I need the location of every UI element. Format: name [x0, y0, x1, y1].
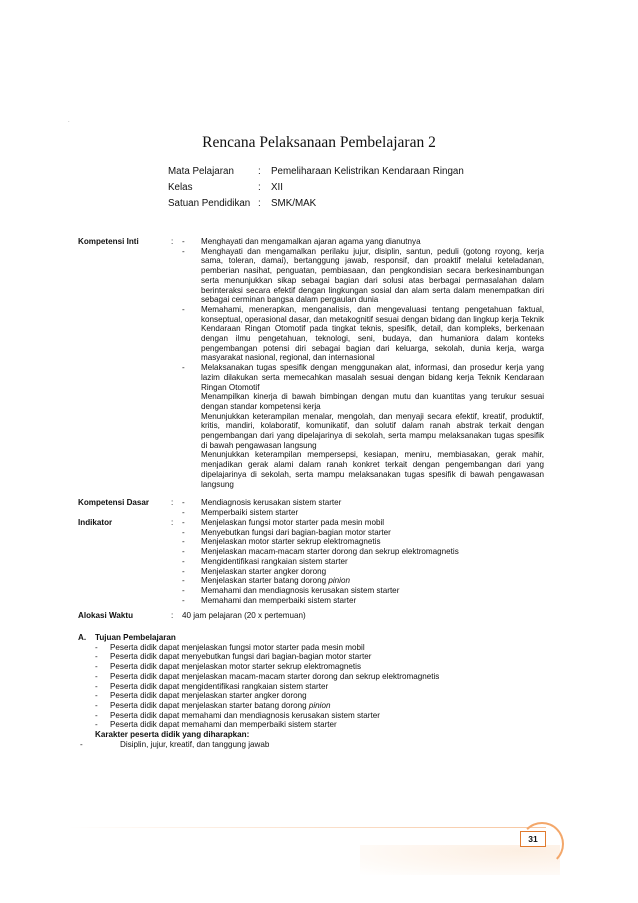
list-item-text: Disiplin, jujur, kreatif, dan tanggung jawab: [120, 739, 270, 749]
meta-table: [168, 164, 464, 212]
list-item-text: Menyebutkan fungsi dari bagian-bagian motor starter: [201, 527, 391, 537]
bullet-dash: -: [182, 237, 185, 246]
list-item-text: Mendiagnosis kerusakan sistem starter: [201, 498, 342, 507]
list-item: [182, 557, 544, 567]
bullet-dash: -: [182, 566, 185, 576]
bullet-dash: -: [95, 710, 98, 720]
list-item: [182, 596, 544, 606]
alokasi-waktu-label: Alokasi Waktu: [78, 611, 134, 620]
bullet-dash: -: [95, 691, 98, 701]
list-item-text: Memahami dan memperbaiki sistem starter: [201, 595, 357, 605]
tujuan-heading-text: Tujuan Pembelajaran: [95, 633, 176, 642]
list-item-text: Menghayati dan mengamalkan perilaku jujur, disiplin, santun, peduli (gotong royong, kerja sama, toleran, damai), bertanggung jawab, responsif, dan proaktif melalui keteladanan, pemberian nasihat, penguatan, pembiasaan, dan pengkondisian secara berkesinambungan serta menunjukkan sikap sebagai bagian dari solusi atas berbagai permasalahan dalam berinteraksi secara efektif dengan lingkungan sosial dan alam serta dalam menempatkan diri sebagai cerminan bangsa dalam pergaulan dunia: [201, 246, 544, 305]
list-item-text: Memperbaiki sistem starter: [201, 507, 299, 517]
list-item: [78, 652, 478, 662]
bullet-dash: -: [95, 652, 98, 662]
list-item: [182, 586, 544, 596]
alokasi-waktu-value: 40 jam pelajaran (20 x pertemuan): [182, 611, 306, 620]
list-item: [182, 567, 544, 577]
meta-colon: :: [258, 198, 261, 209]
list-item: [182, 518, 544, 528]
meta-colon: :: [258, 182, 261, 193]
bullet-dash: -: [182, 498, 185, 507]
list-item: [182, 305, 544, 363]
list-item-text: Melaksanakan tugas spesifik dengan menggunakan alat, informasi, dan prosedur kerja yang lazim dilakukan serta memecahkan masalah sesuai dengan bidang kerja Teknik Kendaraan Ringan Otomotif: [201, 363, 544, 392]
kompetensi-inti-label: Kompetensi Inti: [78, 237, 139, 246]
list-item-text: Menjelaskan motor starter sekrup elektromagnetis: [201, 537, 381, 547]
indikator-label: Indikator: [78, 518, 113, 527]
list-item: [182, 547, 544, 557]
section-letter: A.: [78, 633, 87, 642]
list-item-text: Menghayati dan mengamalkan ajaran agama yang dianutnya: [201, 237, 421, 246]
list-item: [182, 363, 544, 392]
meta-value: XII: [271, 182, 283, 193]
list-item: [182, 528, 544, 538]
bullet-dash: -: [182, 547, 185, 557]
list-item-text: Peserta didik dapat menyebutkan fungsi dari bagian-bagian motor starter: [110, 652, 372, 662]
list-item-text: Memahami dan mendiagnosis kerusakan sistem starter: [201, 585, 400, 595]
list-item-text: Peserta didik dapat menjelaskan motor starter sekrup elektromagnetis: [110, 662, 362, 672]
kompetensi-inti-list: [182, 237, 544, 489]
bullet-dash: -: [95, 720, 98, 730]
bullet-dash: -: [182, 507, 185, 517]
bullet-dash: -: [182, 537, 185, 547]
list-item-text: Peserta didik dapat memahami dan mendiagnosis kerusakan sistem starter: [110, 710, 380, 720]
list-item-text: Menjelaskan macam-macam starter dorong dan sekrup elektromagnetis: [201, 547, 459, 557]
list-item: [78, 711, 478, 721]
meta-colon: :: [258, 166, 261, 177]
list-item-text: Peserta didik dapat menjelaskan starter angker dorong: [110, 691, 307, 701]
indikator-list: [182, 518, 544, 605]
tujuan-heading: [78, 633, 478, 643]
bullet-dash: -: [80, 739, 83, 749]
section-colon: :: [171, 518, 174, 527]
list-item: [182, 508, 544, 518]
list-item-text: Memahami, menerapkan, menganalisis, dan mengevaluasi tentang pengetahuan faktual, konseptual, operasional dasar, dan metakognitif sesuai dengan bidang dan lingkup kerja Teknik Kendaraan Ringan Otomotif pada tingkat teknis, spesifik, detail, dan kompleks, berkenaan dengan ilmu pengetahuan, teknologi, seni, budaya, dan humaniora dalam konteks pengembangan potensi diri sebagai bagian dari keluarga, sekolah, dunia kerja, warga masyarakat nasional, regional, dan internasional: [201, 304, 544, 363]
list-item: [182, 247, 544, 305]
bullet-dash: -: [95, 642, 98, 652]
list-item: [78, 740, 478, 750]
meta-key: Satuan Pendidikan: [168, 198, 251, 209]
list-item: [78, 691, 478, 701]
bullet-dash: -: [95, 681, 98, 691]
list-item-text: Menjelaskan fungsi motor starter pada mesin mobil: [201, 518, 385, 527]
bullet-dash: -: [182, 304, 185, 314]
list-item: [78, 720, 478, 730]
meta-row: [168, 164, 464, 180]
bullet-dash: -: [182, 246, 185, 256]
list-item: [182, 576, 544, 586]
continuation-paragraph: Menunjukkan keterampilan mempersepsi, kesiapan, meniru, membiasakan, gerak mahir, menjadikan gerak alami dalam ranah konkret terkait dengan pengembangan dari yang dipelajarinya di sekolah, serta mampu melaksanakan tugas spesifik di bawah pengawasan langsung: [201, 450, 544, 489]
list-item: [78, 662, 478, 672]
kompetensi-dasar-label: Kompetensi Dasar: [78, 498, 150, 507]
list-item: [78, 682, 478, 692]
karakter-heading: Karakter peserta didik yang diharapkan:: [95, 730, 250, 740]
meta-row: [168, 196, 464, 212]
list-item: [182, 237, 544, 247]
list-item-text: Peserta didik dapat mengidentifikasi rangkaian sistem starter: [110, 681, 329, 691]
page-title: Rencana Pelaksanaan Pembelajaran 2: [202, 134, 436, 151]
bullet-dash: -: [182, 518, 185, 527]
list-item-text: Menjelaskan starter angker dorong: [201, 566, 327, 576]
list-item: [78, 701, 478, 711]
section-colon: :: [171, 498, 174, 507]
list-item-text: Peserta didik dapat memahami dan memperbaiki sistem starter: [110, 720, 337, 730]
meta-value: Pemeliharaan Kelistrikan Kendaraan Ringan: [271, 166, 464, 177]
continuation-paragraph: Menampilkan kinerja di bawah bimbingan dengan mutu dan kuantitas yang terukur sesuai dengan standar kompetensi kerja: [201, 392, 544, 411]
meta-key: Kelas: [168, 182, 193, 193]
list-item: [78, 643, 478, 653]
page-mark: .: [68, 118, 70, 124]
list-item-text: Peserta didik dapat menjelaskan starter batang dorong pinion: [110, 700, 331, 710]
bullet-dash: -: [182, 363, 185, 373]
kompetensi-dasar-list: [182, 498, 544, 517]
bullet-dash: -: [95, 700, 98, 710]
bullet-dash: -: [182, 527, 185, 537]
list-item: [182, 537, 544, 547]
meta-value: SMK/MAK: [271, 198, 317, 209]
list-item-text: Peserta didik dapat menjelaskan fungsi motor starter pada mesin mobil: [110, 642, 365, 652]
bullet-dash: -: [182, 585, 185, 595]
bullet-dash: -: [95, 662, 98, 672]
list-item-text: Peserta didik dapat menjelaskan macam-macam starter dorong dan sekrup elektromagnetis: [110, 671, 440, 681]
bullet-dash: -: [95, 671, 98, 681]
footer-rule: [68, 827, 546, 828]
meta-key: Mata Pelajaran: [168, 166, 234, 177]
page-number: 31: [520, 831, 546, 847]
meta-row: [168, 180, 464, 196]
tujuan-section: [78, 633, 478, 749]
list-item-text: Menjelaskan starter batang dorong pinion: [201, 576, 350, 586]
list-item-text: Mengidentifikasi rangkaian sistem starter: [201, 556, 348, 566]
section-colon: :: [171, 237, 174, 246]
continuation-paragraph: Menunjukkan keterampilan menalar, mengolah, dan menyaji secara efektif, kreatif, produktif, kritis, mandiri, kolaboratif, komunikatif, dan solutif dalam ranah abstrak terkait dengan pengembangan dari yang dipelajarinya di sekolah, serta mampu melaksanakan tugas spesifik di bawah pengawasan langsung: [201, 411, 544, 450]
bullet-dash: -: [182, 595, 185, 605]
bullet-dash: -: [182, 576, 185, 586]
bullet-dash: -: [182, 556, 185, 566]
list-item: [182, 498, 544, 508]
section-colon: :: [171, 611, 174, 620]
list-item: [78, 672, 478, 682]
